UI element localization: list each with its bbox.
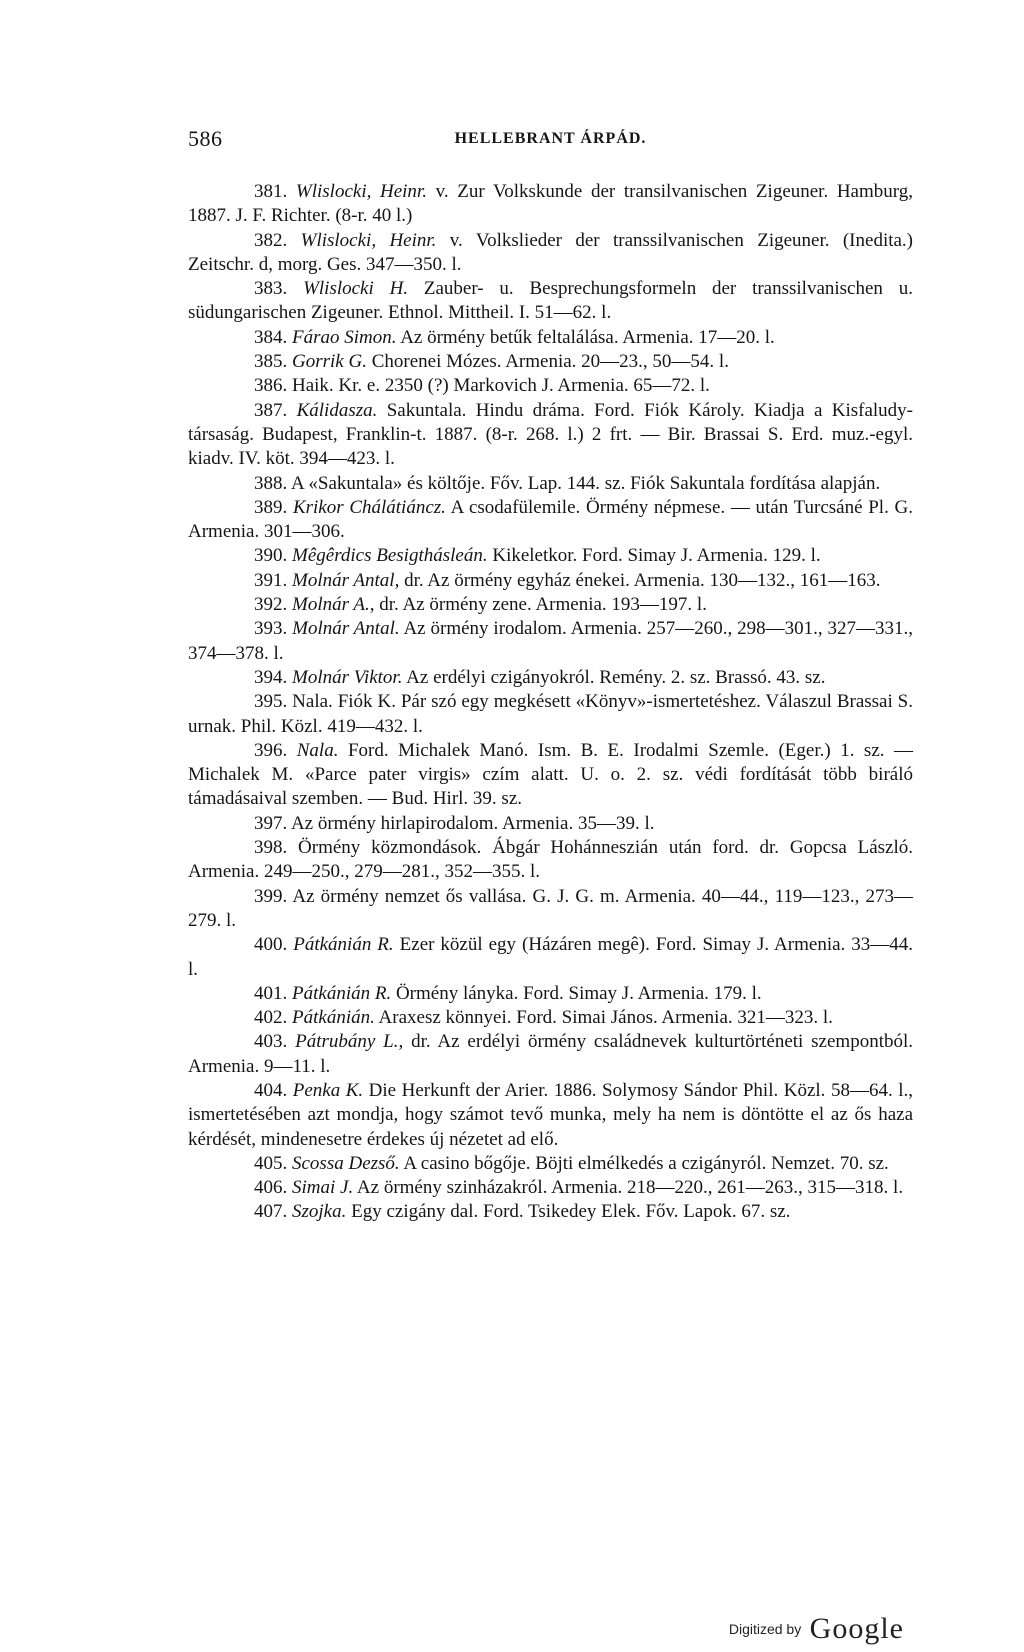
page-number: 586: [188, 126, 223, 151]
entry-text: Kikeletkor. Ford. Simay J. Armenia. 129. l.: [487, 545, 821, 567]
entry-text: Sakuntala. Hindu dráma. Ford. Fiók Károly. Kiadja a Kisfaludy-társaság. Budapest, Franklin-t. 1887. (8-r. 268. l.) 2 frt. — Bir. Brassai S. Erd. muz.-egyl. kiadv. IV. köt. 394—423. l.: [188, 399, 913, 470]
entry-text: A csodafülemile. Örmény népmese. — után Turcsáné Pl. G. Armenia. 301—306.: [188, 496, 914, 543]
entry-text: Az örmény hirlapirodalom. Armenia. 35—39. l.: [290, 812, 655, 834]
entry-number: 405.: [254, 1152, 288, 1174]
entry-number: 400.: [254, 934, 288, 956]
bibliography-entry: [188, 374, 913, 398]
entry-text: Örmény lányka. Ford. Simay J. Armenia. 179. l.: [391, 982, 762, 1004]
entry-number: 392.: [254, 594, 288, 616]
bibliography-entry: [188, 350, 913, 374]
entry-author: Mêgêrdics Besigthásleán.: [292, 545, 488, 567]
entry-number: 384.: [254, 326, 288, 348]
entry-author: Fárao Simon.: [292, 326, 397, 348]
bibliography-entry: [188, 1176, 913, 1200]
entry-author: Molnár Antal.: [292, 618, 400, 640]
entry-number: 385.: [254, 351, 288, 373]
entry-text: Az örmény betűk feltalálása. Armenia. 17—20. l.: [396, 326, 775, 348]
bibliography-entry: [188, 812, 913, 836]
entry-number: 393.: [254, 618, 288, 640]
bibliography-entry: [188, 1200, 913, 1224]
bibliography-list: [188, 180, 913, 1225]
bibliography-entry: [188, 1152, 913, 1176]
entry-author: Wlislocki H.: [303, 278, 409, 300]
entry-number: 407.: [254, 1201, 288, 1223]
entry-number: 401.: [254, 982, 288, 1004]
entry-number: 382.: [254, 229, 288, 251]
bibliography-entry: [188, 472, 913, 496]
entry-author: Nala.: [296, 739, 339, 761]
entry-text: Az örmény irodalom. Armenia. 257—260., 298—301., 327—331., 374—378. l.: [188, 618, 913, 664]
bibliography-entry: [188, 1030, 913, 1079]
bibliography-entry: [188, 569, 913, 593]
google-logo: Google: [809, 1612, 904, 1645]
entry-number: 397.: [254, 812, 288, 834]
entry-author: Molnár A.: [292, 594, 370, 616]
entry-number: 381.: [254, 181, 288, 202]
entry-text: Ezer közül egy (Házáren megê). Ford. Simay J. Armenia. 33—44. l.: [188, 934, 914, 980]
entry-author: Pátrubány L.,: [295, 1031, 404, 1053]
bibliography-entry: [188, 277, 913, 326]
entry-author: Kálidasza.: [296, 399, 378, 421]
entry-author: Wlislocki, Heinr.: [295, 181, 427, 202]
entry-number: 394.: [254, 666, 288, 688]
entry-text: A casino bőgője. Böjti elmélkedés a czigányról. Nemzet. 70. sz.: [399, 1152, 889, 1174]
bibliography-entry: [188, 666, 913, 690]
bibliography-entry: [188, 836, 913, 885]
bibliography-entry: [188, 180, 913, 229]
entry-author: Wlislocki, Heinr.: [300, 229, 437, 251]
entry-number: 396.: [254, 739, 288, 761]
entry-author: Simai J.: [292, 1177, 354, 1199]
entry-text: Az örmény nemzet ős vallása. G. J. G. m. Armenia. 40—44., 119—123., 273—279. l.: [188, 885, 914, 931]
entry-number: 399.: [254, 885, 288, 907]
entry-text: Az örmény szinházakról. Armenia. 218—220., 261—263., 315—318. l.: [353, 1177, 904, 1199]
bibliography-entry: [188, 982, 913, 1006]
entry-number: 389.: [254, 496, 288, 518]
entry-number: 388.: [254, 472, 288, 494]
bibliography-entry: [188, 544, 913, 568]
entry-author: Krikor Chálátiáncz.: [292, 496, 446, 518]
bibliography-entry: [188, 593, 913, 617]
entry-number: 386.: [254, 375, 288, 397]
page-header: [188, 126, 913, 158]
entry-author: Molnár Viktor.: [292, 666, 403, 688]
bibliography-entry: [188, 739, 913, 812]
entry-author: Pátkánián R.: [292, 982, 392, 1004]
entry-number: 390.: [254, 545, 288, 567]
entry-author: Scossa Dezső.: [292, 1152, 400, 1174]
entry-text: Az erdélyi czigányokról. Remény. 2. sz. Brassó. 43. sz.: [402, 666, 826, 688]
entry-text: dr. Az erdélyi örmény családnevek kulturtörténeti szempontból. Armenia. 9—11. l.: [188, 1031, 914, 1077]
digitization-footer: [729, 1612, 904, 1646]
entry-text: Örmény közmondások. Ábgár Hohánneszián után ford. dr. Gopcsa László. Armenia. 249—250., 279—281., 352—355. l.: [188, 837, 914, 883]
digitized-label: Digitized by: [728, 1621, 802, 1637]
entry-text: Chorenei Mózes. Armenia. 20—23., 50—54. l.: [366, 351, 729, 373]
entry-number: 402.: [254, 1007, 288, 1029]
entry-number: 395.: [254, 691, 288, 713]
bibliography-entry: [188, 617, 913, 666]
entry-author: Molnár Antal,: [292, 569, 400, 591]
entry-author: Gorrik G.: [292, 351, 367, 373]
entry-text: Araxesz könnyei. Ford. Simai János. Armenia. 321—323. l.: [374, 1007, 833, 1029]
entry-text: v. Volkslieder der transsilvanischen Zigeuner. (Inedita.) Zeitschr. d, morg. Ges. 347—350. l.: [188, 229, 914, 275]
entry-text: dr. Az örmény egyház énekei. Armenia. 130—132., 161—163.: [399, 569, 881, 591]
entry-text: , dr. Az örmény zene. Armenia. 193—197. l.: [369, 594, 707, 616]
entry-number: 383.: [254, 278, 288, 300]
entry-author: Pátkánián.: [292, 1007, 375, 1029]
entry-text: Egy czigány dal. Ford. Tsikedey Elek. Főv. Lapok. 67. sz.: [346, 1201, 791, 1223]
entry-number: 398.: [254, 837, 288, 859]
entry-text: Die Herkunft der Arier. 1886. Solymosy Sándor Phil. Közl. 58—64. l., ismertetésében azt mondja, hogy számot tevő munka, mely ha nem is döntötte el az ős haza kérdését, mindenesetre érdekes új nézetet ad elő.: [188, 1079, 913, 1150]
bibliography-entry: [188, 399, 913, 472]
bibliography-entry: [188, 326, 913, 350]
entry-number: 406.: [254, 1177, 288, 1199]
bibliography-entry: [188, 1079, 913, 1152]
bibliography-entry: [188, 496, 913, 545]
entry-number: 387.: [254, 399, 288, 421]
entry-text: Zauber- u. Besprechungsformeln der transsilvanischen u. südungarischen Zigeuner. Ethnol. Mittheil. I. 51—62. l.: [188, 278, 913, 324]
bibliography-entry: [188, 690, 913, 739]
running-head: HELLEBRANT ÁRPÁD.: [454, 130, 647, 147]
entry-number: 403.: [254, 1031, 288, 1053]
entry-text: A «Sakuntala» és költője. Főv. Lap. 144. sz. Fiók Sakuntala fordítása alapján.: [290, 472, 881, 494]
entry-number: 391.: [254, 569, 288, 591]
bibliography-entry: [188, 1006, 913, 1030]
entry-number: 404.: [254, 1079, 288, 1101]
entry-author: Szojka.: [292, 1201, 347, 1223]
bibliography-entry: [188, 229, 913, 278]
entry-text: v. Zur Volkskunde der transilvanischen Zigeuner. Hamburg, 1887. J. F. Richter. (8-r. 40 l.): [188, 181, 914, 227]
entry-text: Ford. Michalek Manó. Ism. B. E. Irodalmi Szemle. (Eger.) 1. sz. — Michalek M. «Parce pater virgis» czím alatt. U. o. 2. sz. védi fordítását több biráló támadásaival szemben. — Bud. Hirl. 39. sz.: [188, 739, 914, 810]
entry-text: Haik. Kr. e. 2350 (?) Markovich J. Armenia. 65—72. l.: [292, 375, 710, 397]
entry-text: Nala. Fiók K. Pár szó egy megkésett «Könyv»-ismertetéshez. Válaszul Brassai S. urnak. Phil. Közl. 419—432. l.: [188, 691, 913, 737]
bibliography-entry: [188, 885, 913, 934]
entry-author: Pátkánián R.: [293, 934, 394, 956]
entry-author: Penka K.: [292, 1079, 364, 1101]
bibliography-entry: [188, 933, 913, 982]
